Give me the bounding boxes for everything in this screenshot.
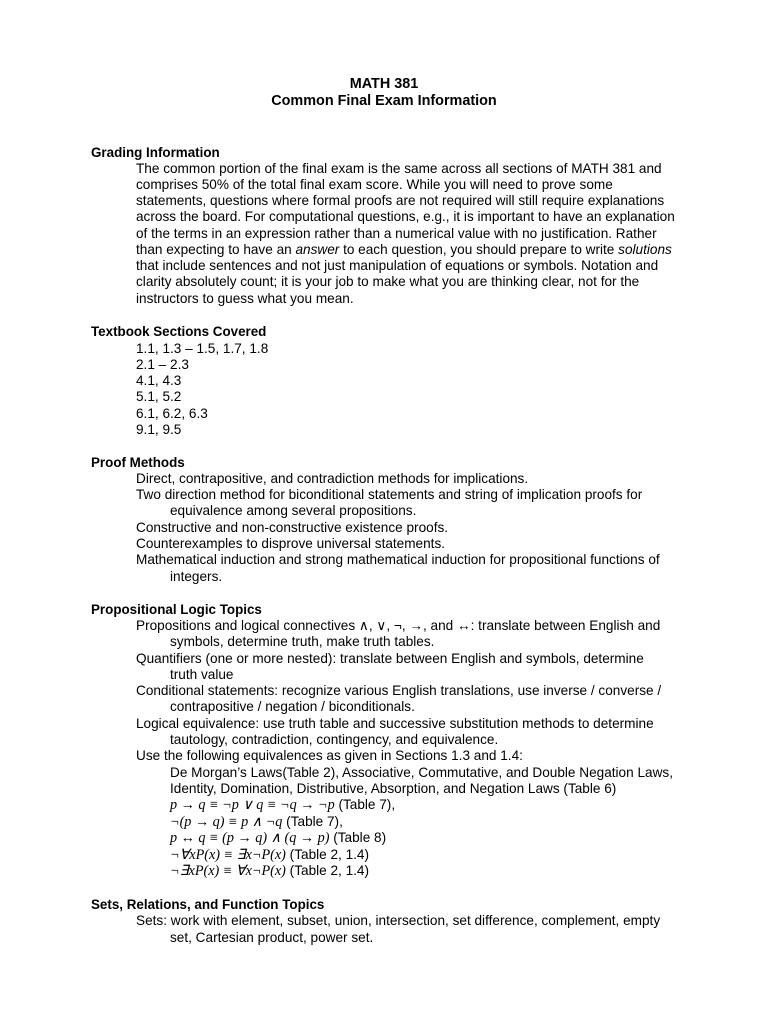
grading-line: instructors to guess what you mean. xyxy=(136,291,354,306)
list-item-continuation: De Morgan’s Laws(Table 2), Associative, Commutative, and Double Negation Laws, xyxy=(170,765,673,780)
list-item: Mathematical induction and strong mathematical induction for propositional functions of xyxy=(136,552,660,567)
equivalence-formula: ¬(p → q) ≡ p ∧ ¬q xyxy=(170,814,283,830)
list-item: 9.1, 9.5 xyxy=(136,422,182,437)
list-item: Direct, contrapositive, and contradiction methods for implications. xyxy=(136,471,529,486)
list-item-continuation: set, Cartesian product, power set. xyxy=(170,930,374,945)
equivalence-line xyxy=(170,814,343,830)
list-item: 4.1, 4.3 xyxy=(136,373,182,388)
grading-line: clarity absolutely count; it is your job to make what you are thinking clear, not for the xyxy=(136,274,640,289)
solutions-emphasis: solutions xyxy=(618,242,672,257)
equivalence-note: (Table 8) xyxy=(329,830,387,845)
answer-emphasis: answer xyxy=(295,242,340,257)
list-item: Use the following equivalences as given in Sections 1.3 and 1.4: xyxy=(136,748,523,763)
equivalence-note: (Table 7), xyxy=(282,814,343,829)
list-item: Conditional statements: recognize various English translations, use inverse / converse / xyxy=(136,683,662,698)
grading-line: that include sentences and not just manipulation of equations or symbols. Notation and xyxy=(136,258,659,273)
sets-heading: Sets, Relations, and Function Topics xyxy=(91,897,325,912)
list-item: Sets: work with element, subset, union, intersection, set difference, complement, empty xyxy=(136,913,661,928)
list-item-continuation: tautology, contradiction, contingency, and equivalence. xyxy=(170,732,499,747)
list-item: Counterexamples to disprove universal statements. xyxy=(136,536,446,551)
logic-heading: Propositional Logic Topics xyxy=(91,602,262,617)
equivalence-line xyxy=(170,847,369,863)
grading-text: than expecting to have an xyxy=(136,242,296,257)
list-item-continuation: equivalence among several propositions. xyxy=(170,503,417,518)
grading-line: The common portion of the final exam is the same across all sections of MATH 381 and xyxy=(136,161,662,176)
equivalence-formula: ¬∀xP(x) ≡ ∃x¬P(x) xyxy=(170,847,286,863)
list-item-continuation: truth value xyxy=(170,667,234,682)
equivalence-formula: p ↔ q ≡ (p → q) ∧ (q → p) xyxy=(170,830,330,846)
equivalence-line xyxy=(170,830,386,846)
list-item: Quantifiers (one or more nested): translate between English and symbols, determine xyxy=(136,651,644,666)
list-item: 1.1, 1.3 – 1.5, 1.7, 1.8 xyxy=(136,341,269,356)
list-item: Logical equivalence: use truth table and successive substitution methods to determine xyxy=(136,716,654,731)
equivalence-line xyxy=(170,863,369,879)
list-item-continuation: integers. xyxy=(170,569,223,584)
equivalence-formula: ¬∃xP(x) ≡ ∀x¬P(x) xyxy=(170,863,286,879)
equivalence-formula: p → q ≡ ¬p ∨ q ≡ ¬q → ¬p xyxy=(170,797,335,813)
grading-text: to each question, you should prepare to write xyxy=(339,242,619,257)
list-item-continuation: contrapositive / negation / biconditionals. xyxy=(170,699,415,714)
proof-heading: Proof Methods xyxy=(91,455,185,470)
grading-line: comprises 50% of the total final exam score. While you will need to prove some xyxy=(136,177,613,192)
list-item-continuation: Identity, Domination, Distributive, Absorption, and Negation Laws (Table 6) xyxy=(170,781,617,796)
grading-line: across the board. For computational questions, e.g., it is important to have an explanation xyxy=(136,209,675,224)
equivalence-note: (Table 2, 1.4) xyxy=(285,847,370,862)
list-item: Constructive and non-constructive existence proofs. xyxy=(136,520,449,535)
equivalence-line xyxy=(170,797,395,813)
document-title: MATH 381 xyxy=(349,76,419,92)
list-item: 6.1, 6.2, 6.3 xyxy=(136,406,208,421)
list-item-continuation: symbols, determine truth, make truth tables. xyxy=(170,634,435,649)
equivalence-note: (Table 7), xyxy=(334,797,396,812)
list-item: Propositions and logical connectives ∧, ∨, ¬, →, and ↔: translate between English and xyxy=(136,618,661,633)
grading-line xyxy=(136,242,672,258)
equivalence-note: (Table 2, 1.4) xyxy=(285,863,370,878)
grading-line: statements, questions where formal proofs are not required will still require explanations xyxy=(136,193,665,208)
list-item: 2.1 – 2.3 xyxy=(136,357,189,372)
document-subtitle: Common Final Exam Information xyxy=(271,93,497,109)
grading-line: of the terms in an expression rather than a numerical value with no justification. Rather xyxy=(136,226,657,241)
list-item: 5.1, 5.2 xyxy=(136,389,182,404)
grading-heading: Grading Information xyxy=(91,145,220,160)
list-item: Two direction method for biconditional statements and string of implication proofs for xyxy=(136,487,643,502)
textbook-heading: Textbook Sections Covered xyxy=(91,324,267,339)
